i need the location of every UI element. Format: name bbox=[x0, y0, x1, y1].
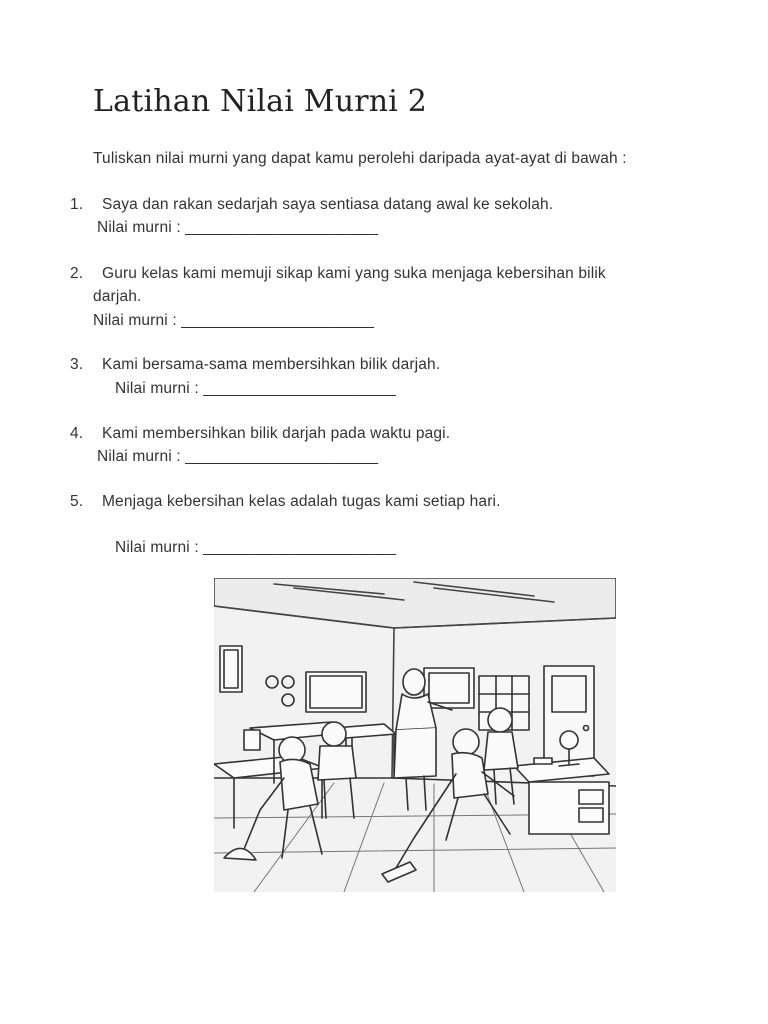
item-4-sentence: Kami membersihkan bilik darjah pada waktu pagi. bbox=[102, 425, 451, 442]
item-2-sentence-continued: darjah. bbox=[93, 288, 142, 305]
item-3-answer-line[interactable]: Nilai murni : ______________________ bbox=[115, 380, 397, 397]
item-5-answer-line[interactable]: Nilai murni : ______________________ bbox=[115, 539, 397, 556]
item-2-number: 2. bbox=[70, 265, 84, 282]
item-3-number: 3. bbox=[70, 356, 84, 373]
classroom-cleaning-illustration bbox=[214, 578, 616, 892]
worksheet-title: Latihan Nilai Murni 2 bbox=[93, 84, 428, 119]
item-2-answer-line[interactable]: Nilai murni : ______________________ bbox=[93, 312, 375, 329]
instruction-text: Tuliskan nilai murni yang dapat kamu perolehi daripada ayat-ayat di bawah : bbox=[93, 150, 627, 167]
item-2-sentence: Guru kelas kami memuji sikap kami yang suka menjaga kebersihan bilik bbox=[102, 265, 606, 282]
item-5-sentence: Menjaga kebersihan kelas adalah tugas kami setiap hari. bbox=[102, 493, 501, 510]
item-1-number: 1. bbox=[70, 196, 84, 213]
item-5-number: 5. bbox=[70, 493, 84, 510]
item-1-sentence: Saya dan rakan sedarjah saya sentiasa datang awal ke sekolah. bbox=[102, 196, 554, 213]
item-4-number: 4. bbox=[70, 425, 84, 442]
item-3-sentence: Kami bersama-sama membersihkan bilik darjah. bbox=[102, 356, 441, 373]
item-4-answer-line[interactable]: Nilai murni : ______________________ bbox=[97, 448, 379, 465]
item-1-answer-line[interactable]: Nilai murni : ______________________ bbox=[97, 219, 379, 236]
